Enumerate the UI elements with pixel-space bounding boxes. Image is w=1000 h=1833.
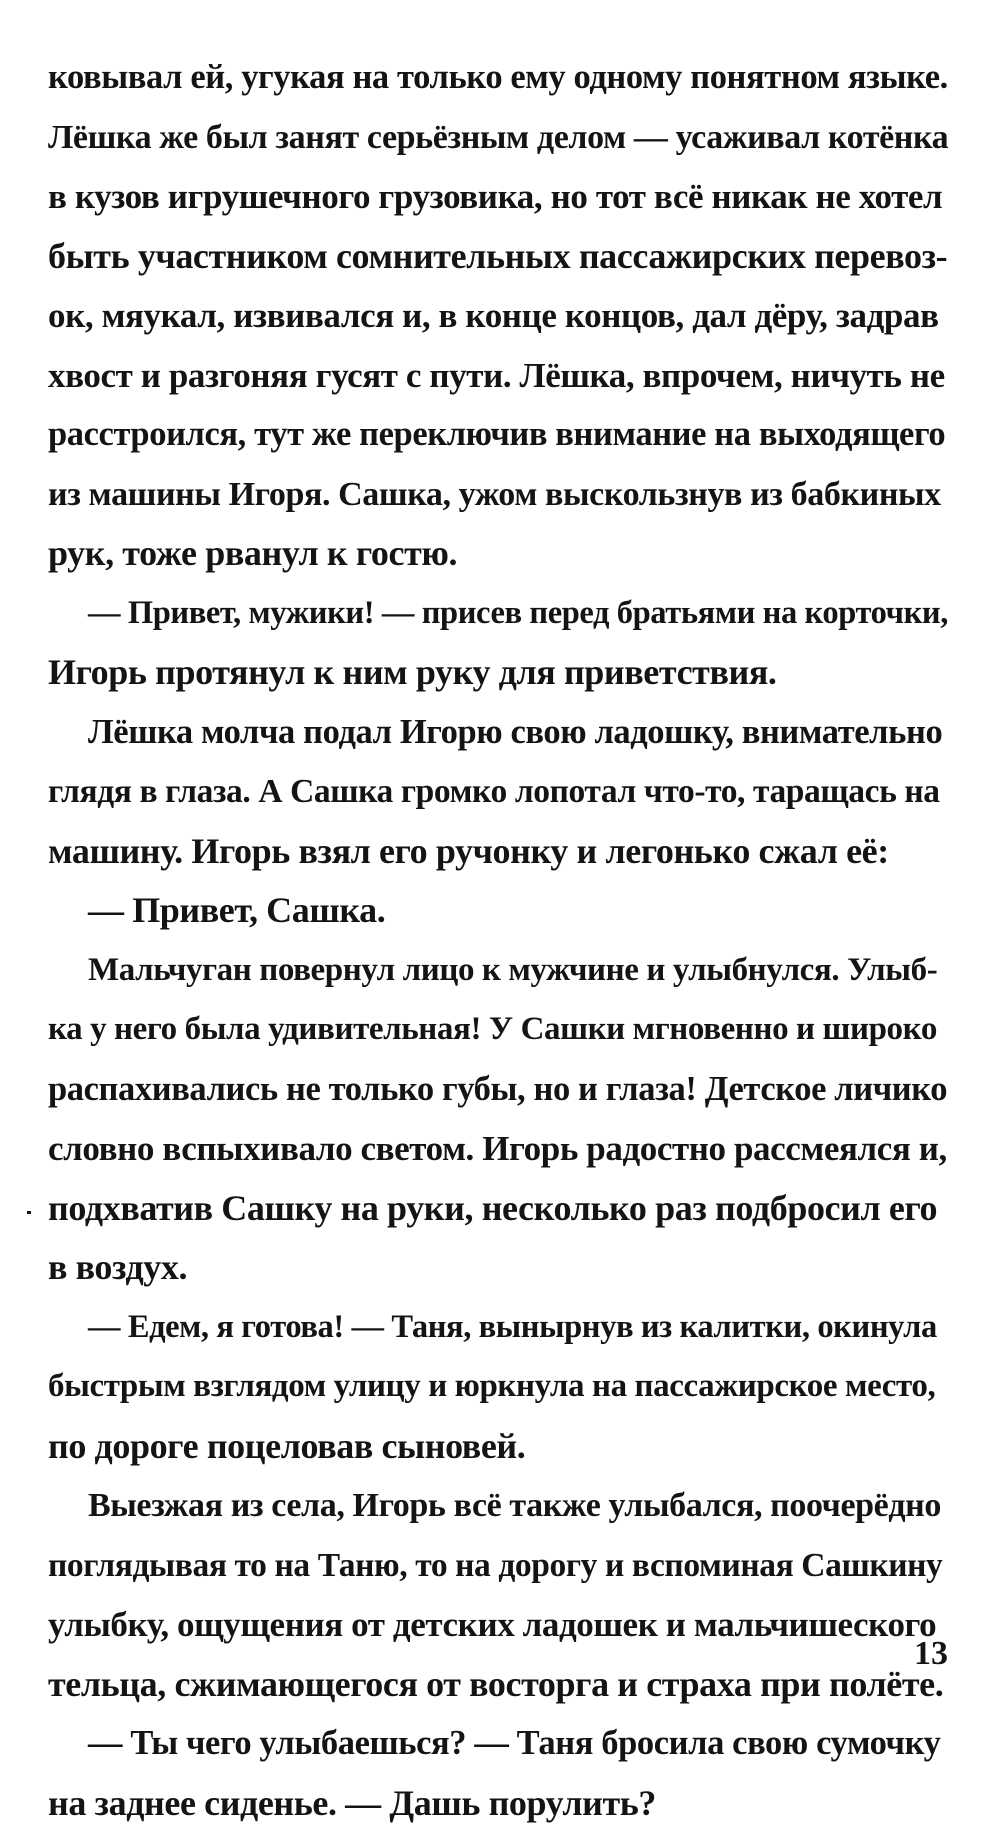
text-line: тельца, сжимающегося от восторга и страха при полёте.: [48, 1655, 948, 1715]
body-text: [48, 48, 948, 1833]
text-line: быть участником сомнительных пассажирских перевоз-: [48, 227, 948, 287]
text-line: по дороге поцеловав сыновей.: [48, 1417, 948, 1477]
text-line: расстроился, тут же переключив внимание на выходящего: [48, 405, 948, 465]
text-line: словно вспыхивало светом. Игорь радостно рассмеялся и,: [48, 1119, 948, 1179]
text-line: в воздух.: [48, 1238, 948, 1298]
text-line: в кузов игрушечного грузовика, но тот всё никак не хотел: [48, 167, 948, 227]
text-line: подхватив Сашку на руки, несколько раз подбросил его: [48, 1179, 948, 1239]
text-line: на заднее сиденье. — Дашь порулить?: [48, 1774, 948, 1833]
text-line: ок, мяукал, извивался и, в конце концов, дал дёру, задрав: [48, 286, 948, 346]
text-line: из машины Игоря. Сашка, ужом выскользнув из бабкиных: [48, 465, 948, 525]
text-line: — Привет, мужики! — присев перед братьями на корточки,: [48, 584, 948, 644]
text-line: — Привет, Сашка.: [48, 881, 948, 941]
text-line: ка у него была удивительная! У Сашки мгновенно и широко: [48, 1000, 948, 1060]
text-line: улыбку, ощущения от детских ладошек и мальчишеского: [48, 1595, 948, 1655]
text-line: — Ты чего улыбаешься? — Таня бросила свою сумочку: [48, 1714, 948, 1774]
text-line: Игорь протянул к ним руку для приветствия.: [48, 643, 948, 703]
text-line: Выезжая из села, Игорь всё также улыбался, поочерёдно: [48, 1476, 948, 1536]
text-line: Мальчуган повернул лицо к мужчине и улыбнулся. Улыб-: [48, 941, 948, 1001]
page-number: 13: [914, 1634, 948, 1674]
text-line: распахивались не только губы, но и глаза! Детское личико: [48, 1060, 948, 1120]
text-line: рук, тоже рванул к гостю.: [48, 524, 948, 584]
text-line: хвост и разгоняя гусят с пути. Лёшка, впрочем, ничуть не: [48, 346, 948, 406]
text-line: машину. Игорь взял его ручонку и легонько сжал её:: [48, 822, 948, 882]
print-speck: [27, 1211, 31, 1214]
text-line: — Едем, я готова! — Таня, вынырнув из калитки, окинула: [48, 1298, 948, 1358]
text-line: глядя в глаза. А Сашка громко лопотал что-то, таращась на: [48, 762, 948, 822]
text-line: Лёшка молча подал Игорю свою ладошку, внимательно: [48, 703, 948, 763]
text-line: поглядывая то на Таню, то на дорогу и вспоминая Сашкину: [48, 1536, 948, 1596]
text-line: ковывал ей, угукая на только ему одному понятном языке.: [48, 48, 948, 108]
text-line: быстрым взглядом улицу и юркнула на пассажирское место,: [48, 1357, 948, 1417]
text-line: Лёшка же был занят серьёзным делом — усаживал котёнка: [48, 108, 948, 168]
